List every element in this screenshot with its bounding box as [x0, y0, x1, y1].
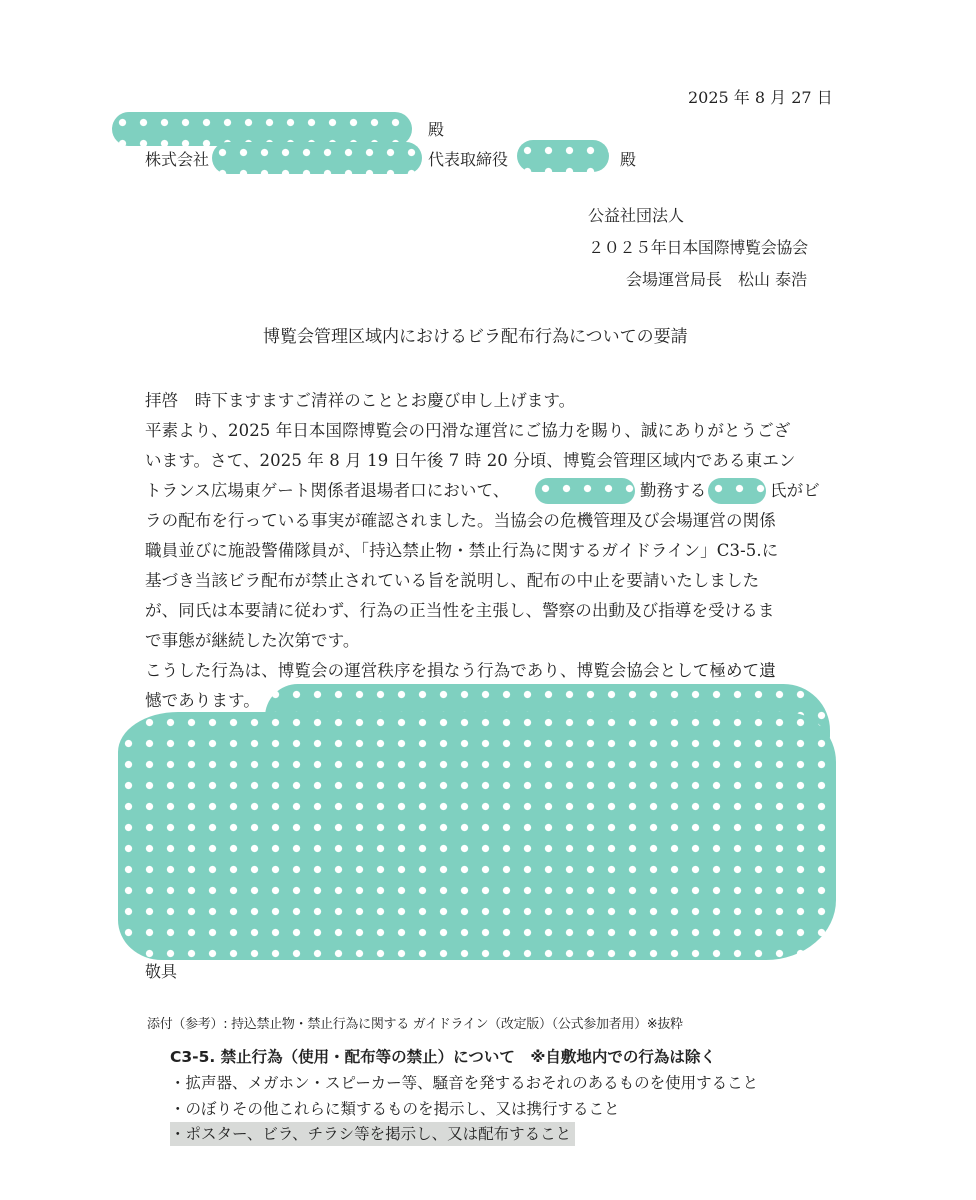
- body-line-6: 職員並びに施設警備隊員が、「持込禁止物・禁止行為に関するガイドライン」C3-5.に: [145, 541, 779, 560]
- attachment-heading: C3-5. 禁止行為（使用・配布等の禁止）について ※自敷地内での行為は除く: [170, 1048, 716, 1066]
- attachment-item-1: ・拡声器、メガホン・スピーカー等、騒音を発するおそれのあるものを使用すること: [170, 1074, 759, 1092]
- body-line-4a: トランス広場東ゲート関係者退場者口において、: [145, 481, 510, 500]
- redaction-representative-name: [517, 140, 609, 172]
- attachment-item-2: ・のぼりその他これらに類するものを掲示し、又は携行すること: [170, 1100, 620, 1118]
- sender-org-type: 公益社団法人: [588, 206, 685, 225]
- closing-keigu: 敬具: [145, 962, 178, 981]
- body-line-3: います。さて、2025 年 8 月 19 日午後 7 時 20 分頃、博覧会管理区域内である東エン: [145, 451, 796, 470]
- body-line-7: 基づき当該ビラ配布が禁止されている旨を説明し、配布の中止を要請いたしました: [145, 571, 760, 590]
- recipient-honorific-1: 殿: [428, 120, 445, 139]
- redaction-person-name: [708, 478, 766, 504]
- body-line-11: 憾であります。: [145, 691, 260, 710]
- body-line-10: こうした行為は、博覧会の運営秩序を損なう行為であり、博覧会協会として極めて遺: [145, 661, 776, 680]
- body-line-4b: 勤務する: [640, 481, 707, 500]
- attachment-item-3-highlighted: ・ポスター、ビラ、チラシ等を掲示し、又は配布すること: [170, 1122, 575, 1146]
- redaction-employer: [535, 478, 635, 504]
- body-line-8: が、同氏は本要請に従わず、行為の正当性を主張し、警察の出動及び指導を受けるま: [145, 601, 775, 620]
- body-line-9: で事態が継続した次第です。: [145, 631, 360, 650]
- letter-date: 2025 年 8 月 27 日: [688, 88, 833, 107]
- redaction-company-name: [212, 142, 422, 174]
- redaction-recipient-name: [112, 112, 412, 146]
- letter-subject: 博覧会管理区域内におけるビラ配布行為についての要請: [263, 327, 688, 347]
- representative-title: 代表取締役: [428, 150, 509, 169]
- body-line-5: ラの配布を行っている事実が確認されました。当協会の危機管理及び会場運営の関係: [145, 511, 776, 530]
- redaction-paragraph-main: [118, 712, 836, 960]
- attachment-label: 添付（参考）: 持込禁止物・禁止行為に関する ガイドライン（改定版）（公式参加者用）※抜粋: [147, 1017, 683, 1032]
- recipient-honorific-2: 殿: [620, 150, 637, 169]
- body-line-1: 拝啓 時下ますますご清祥のこととお慶び申し上げます。: [145, 391, 576, 410]
- sender-org-name: ２０２５年日本国際博覧会協会: [588, 238, 808, 257]
- body-line-4c: 氏がビ: [770, 481, 820, 500]
- sender-title-name: 会場運営局長 松山 泰浩: [626, 270, 808, 289]
- company-prefix: 株式会社: [145, 150, 210, 169]
- body-line-2: 平素より、2025 年日本国際博覧会の円滑な運営にご協力を賜り、誠にありがとうござ: [145, 421, 791, 440]
